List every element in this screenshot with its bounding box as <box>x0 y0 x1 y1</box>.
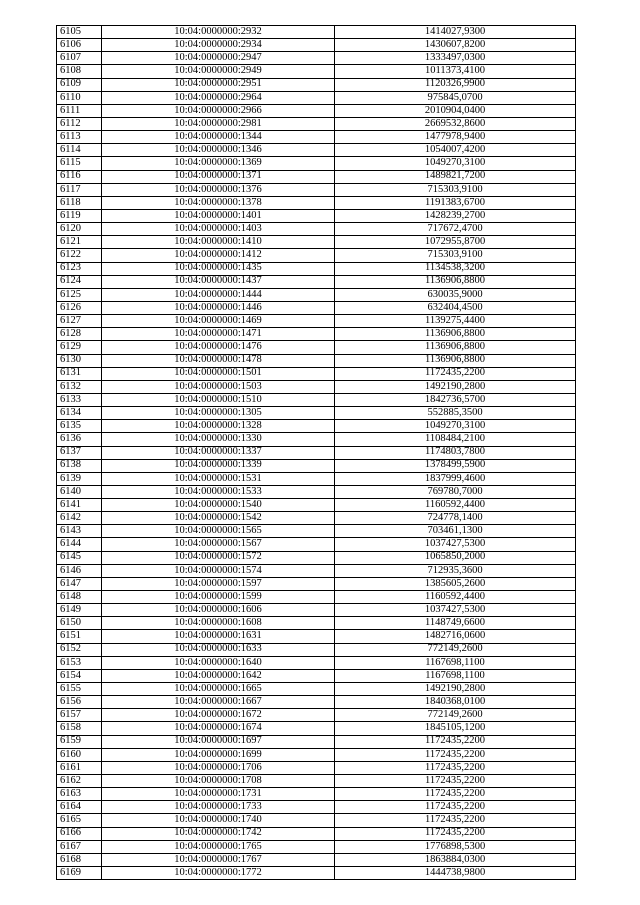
cadastral-value-cell: 1172435,2200 <box>335 735 576 748</box>
cadastral-number-cell: 10:04:0000000:1608 <box>102 617 335 630</box>
cadastral-number-cell: 10:04:0000000:1567 <box>102 538 335 551</box>
cadastral-number-cell: 10:04:0000000:1501 <box>102 367 335 380</box>
cadastral-number-cell: 10:04:0000000:1765 <box>102 840 335 853</box>
cadastral-value-cell: 1160592,4400 <box>335 591 576 604</box>
cadastral-number-cell: 10:04:0000000:1706 <box>102 761 335 774</box>
table-row <box>57 459 576 472</box>
cadastral-value-cell: 1049270,3100 <box>335 157 576 170</box>
cadastral-number-cell: 10:04:0000000:1444 <box>102 288 335 301</box>
row-number-cell: 6166 <box>57 827 102 840</box>
cadastral-number-cell: 10:04:0000000:1699 <box>102 748 335 761</box>
table-row <box>57 669 576 682</box>
row-number-cell: 6136 <box>57 433 102 446</box>
cadastral-number-cell: 10:04:0000000:1633 <box>102 643 335 656</box>
cadastral-number-cell: 10:04:0000000:1740 <box>102 814 335 827</box>
row-number-cell: 6164 <box>57 801 102 814</box>
table-row <box>57 262 576 275</box>
cadastral-number-cell: 10:04:0000000:1574 <box>102 564 335 577</box>
cadastral-number-cell: 10:04:0000000:1631 <box>102 630 335 643</box>
row-number-cell: 6121 <box>57 236 102 249</box>
cadastral-number-cell: 10:04:0000000:2964 <box>102 91 335 104</box>
table-row <box>57 604 576 617</box>
cadastral-number-cell: 10:04:0000000:1410 <box>102 236 335 249</box>
row-number-cell: 6126 <box>57 301 102 314</box>
table-row <box>57 485 576 498</box>
row-number-cell: 6112 <box>57 117 102 130</box>
cadastral-value-cell: 1160592,4400 <box>335 499 576 512</box>
cadastral-value-cell: 1037427,5300 <box>335 538 576 551</box>
cadastral-number-cell: 10:04:0000000:1305 <box>102 407 335 420</box>
cadastral-value-cell: 1837999,4600 <box>335 472 576 485</box>
table-row <box>57 144 576 157</box>
row-number-cell: 6141 <box>57 499 102 512</box>
cadastral-number-cell: 10:04:0000000:1503 <box>102 380 335 393</box>
table-row <box>57 827 576 840</box>
table-row <box>57 183 576 196</box>
cadastral-value-cell: 632404,4500 <box>335 301 576 314</box>
row-number-cell: 6111 <box>57 104 102 117</box>
cadastral-value-cell: 1428239,2700 <box>335 209 576 222</box>
cadastral-value-cell: 1167698,1100 <box>335 656 576 669</box>
row-number-cell: 6106 <box>57 39 102 52</box>
cadastral-value-cell: 712935,3600 <box>335 564 576 577</box>
cadastral-value-table <box>56 25 576 880</box>
row-number-cell: 6131 <box>57 367 102 380</box>
row-number-cell: 6143 <box>57 525 102 538</box>
table-row <box>57 236 576 249</box>
table-row <box>57 577 576 590</box>
cadastral-number-cell: 10:04:0000000:2966 <box>102 104 335 117</box>
cadastral-number-cell: 10:04:0000000:2947 <box>102 52 335 65</box>
cadastral-number-cell: 10:04:0000000:1435 <box>102 262 335 275</box>
row-number-cell: 6144 <box>57 538 102 551</box>
row-number-cell: 6122 <box>57 249 102 262</box>
table-row <box>57 446 576 459</box>
table-row <box>57 301 576 314</box>
table-row <box>57 209 576 222</box>
cadastral-value-cell: 715303,9100 <box>335 183 576 196</box>
cadastral-number-cell: 10:04:0000000:1376 <box>102 183 335 196</box>
cadastral-number-cell: 10:04:0000000:2949 <box>102 65 335 78</box>
row-number-cell: 6158 <box>57 722 102 735</box>
cadastral-value-cell: 1840368,0100 <box>335 696 576 709</box>
cadastral-value-cell: 1172435,2200 <box>335 367 576 380</box>
cadastral-number-cell: 10:04:0000000:1469 <box>102 315 335 328</box>
table-row <box>57 617 576 630</box>
cadastral-number-cell: 10:04:0000000:1708 <box>102 775 335 788</box>
table-row <box>57 722 576 735</box>
cadastral-value-cell: 1134538,3200 <box>335 262 576 275</box>
cadastral-value-cell: 1065850,2000 <box>335 551 576 564</box>
row-number-cell: 6157 <box>57 709 102 722</box>
row-number-cell: 6151 <box>57 630 102 643</box>
cadastral-value-cell: 717672,4700 <box>335 223 576 236</box>
cadastral-value-cell: 1482716,0600 <box>335 630 576 643</box>
cadastral-value-cell: 2010904,0400 <box>335 104 576 117</box>
cadastral-value-cell: 772149,2600 <box>335 643 576 656</box>
table-row <box>57 393 576 406</box>
cadastral-number-cell: 10:04:0000000:1672 <box>102 709 335 722</box>
cadastral-value-cell: 2669532,8600 <box>335 117 576 130</box>
row-number-cell: 6165 <box>57 814 102 827</box>
row-number-cell: 6127 <box>57 315 102 328</box>
row-number-cell: 6146 <box>57 564 102 577</box>
table-row <box>57 39 576 52</box>
cadastral-value-cell: 1776898,5300 <box>335 840 576 853</box>
row-number-cell: 6167 <box>57 840 102 853</box>
row-number-cell: 6105 <box>57 26 102 39</box>
table-row <box>57 315 576 328</box>
cadastral-number-cell: 10:04:0000000:1403 <box>102 223 335 236</box>
cadastral-value-cell: 1148749,6600 <box>335 617 576 630</box>
row-number-cell: 6113 <box>57 131 102 144</box>
cadastral-number-cell: 10:04:0000000:1542 <box>102 512 335 525</box>
cadastral-value-cell: 1167698,1100 <box>335 669 576 682</box>
cadastral-number-cell: 10:04:0000000:1346 <box>102 144 335 157</box>
cadastral-number-cell: 10:04:0000000:1572 <box>102 551 335 564</box>
cadastral-value-cell: 1136906,8800 <box>335 275 576 288</box>
table-row <box>57 853 576 866</box>
row-number-cell: 6130 <box>57 354 102 367</box>
table-row <box>57 735 576 748</box>
row-number-cell: 6152 <box>57 643 102 656</box>
table-row <box>57 275 576 288</box>
cadastral-number-cell: 10:04:0000000:1772 <box>102 867 335 880</box>
cadastral-number-cell: 10:04:0000000:1667 <box>102 696 335 709</box>
table-row <box>57 814 576 827</box>
table-row <box>57 564 576 577</box>
cadastral-number-cell: 10:04:0000000:1533 <box>102 485 335 498</box>
table-row <box>57 407 576 420</box>
row-number-cell: 6142 <box>57 512 102 525</box>
table-row <box>57 775 576 788</box>
table-row <box>57 630 576 643</box>
table-row <box>57 131 576 144</box>
table-row <box>57 867 576 880</box>
row-number-cell: 6120 <box>57 223 102 236</box>
row-number-cell: 6110 <box>57 91 102 104</box>
cadastral-number-cell: 10:04:0000000:1731 <box>102 788 335 801</box>
cadastral-number-cell: 10:04:0000000:1330 <box>102 433 335 446</box>
row-number-cell: 6125 <box>57 288 102 301</box>
cadastral-value-cell: 1172435,2200 <box>335 827 576 840</box>
table-row <box>57 288 576 301</box>
table-row <box>57 157 576 170</box>
row-number-cell: 6117 <box>57 183 102 196</box>
row-number-cell: 6150 <box>57 617 102 630</box>
cadastral-value-cell: 1191383,6700 <box>335 196 576 209</box>
row-number-cell: 6156 <box>57 696 102 709</box>
cadastral-number-cell: 10:04:0000000:1674 <box>102 722 335 735</box>
cadastral-number-cell: 10:04:0000000:1371 <box>102 170 335 183</box>
cadastral-number-cell: 10:04:0000000:2981 <box>102 117 335 130</box>
cadastral-value-cell: 1863884,0300 <box>335 853 576 866</box>
cadastral-number-cell: 10:04:0000000:1540 <box>102 499 335 512</box>
table-row <box>57 788 576 801</box>
row-number-cell: 6137 <box>57 446 102 459</box>
cadastral-value-cell: 1172435,2200 <box>335 748 576 761</box>
cadastral-number-cell: 10:04:0000000:1531 <box>102 472 335 485</box>
cadastral-number-cell: 10:04:0000000:1640 <box>102 656 335 669</box>
row-number-cell: 6139 <box>57 472 102 485</box>
cadastral-value-cell: 1385605,2600 <box>335 577 576 590</box>
cadastral-value-cell: 1136906,8800 <box>335 328 576 341</box>
cadastral-value-cell: 1444738,9800 <box>335 867 576 880</box>
cadastral-value-cell: 1492190,2800 <box>335 683 576 696</box>
table-row <box>57 328 576 341</box>
cadastral-value-cell: 1136906,8800 <box>335 354 576 367</box>
cadastral-value-cell: 1037427,5300 <box>335 604 576 617</box>
row-number-cell: 6155 <box>57 683 102 696</box>
cadastral-number-cell: 10:04:0000000:1471 <box>102 328 335 341</box>
table-row <box>57 551 576 564</box>
row-number-cell: 6154 <box>57 669 102 682</box>
cadastral-number-cell: 10:04:0000000:1369 <box>102 157 335 170</box>
cadastral-value-cell: 1378499,5900 <box>335 459 576 472</box>
row-number-cell: 6149 <box>57 604 102 617</box>
cadastral-number-cell: 10:04:0000000:1665 <box>102 683 335 696</box>
row-number-cell: 6168 <box>57 853 102 866</box>
table-row <box>57 196 576 209</box>
row-number-cell: 6115 <box>57 157 102 170</box>
row-number-cell: 6129 <box>57 341 102 354</box>
cadastral-number-cell: 10:04:0000000:1412 <box>102 249 335 262</box>
table-row <box>57 367 576 380</box>
cadastral-number-cell: 10:04:0000000:1767 <box>102 853 335 866</box>
cadastral-value-cell: 1108484,2100 <box>335 433 576 446</box>
cadastral-number-cell: 10:04:0000000:1478 <box>102 354 335 367</box>
cadastral-number-cell: 10:04:0000000:1476 <box>102 341 335 354</box>
row-number-cell: 6160 <box>57 748 102 761</box>
cadastral-value-cell: 1054007,4200 <box>335 144 576 157</box>
cadastral-number-cell: 10:04:0000000:1328 <box>102 420 335 433</box>
cadastral-number-cell: 10:04:0000000:1733 <box>102 801 335 814</box>
cadastral-number-cell: 10:04:0000000:1599 <box>102 591 335 604</box>
table-row <box>57 117 576 130</box>
table-row <box>57 472 576 485</box>
cadastral-value-cell: 1333497,0300 <box>335 52 576 65</box>
cadastral-value-cell: 1172435,2200 <box>335 775 576 788</box>
cadastral-number-cell: 10:04:0000000:1401 <box>102 209 335 222</box>
cadastral-number-cell: 10:04:0000000:1446 <box>102 301 335 314</box>
table-row <box>57 170 576 183</box>
table-row <box>57 683 576 696</box>
row-number-cell: 6162 <box>57 775 102 788</box>
row-number-cell: 6124 <box>57 275 102 288</box>
row-number-cell: 6134 <box>57 407 102 420</box>
row-number-cell: 6128 <box>57 328 102 341</box>
table-row <box>57 512 576 525</box>
cadastral-number-cell: 10:04:0000000:1337 <box>102 446 335 459</box>
row-number-cell: 6163 <box>57 788 102 801</box>
cadastral-value-cell: 1136906,8800 <box>335 341 576 354</box>
cadastral-value-cell: 1139275,4400 <box>335 315 576 328</box>
row-number-cell: 6138 <box>57 459 102 472</box>
cadastral-value-cell: 552885,3500 <box>335 407 576 420</box>
cadastral-value-cell: 1489821,7200 <box>335 170 576 183</box>
cadastral-value-cell: 1845105,1200 <box>335 722 576 735</box>
table-row <box>57 223 576 236</box>
row-number-cell: 6118 <box>57 196 102 209</box>
cadastral-value-cell: 715303,9100 <box>335 249 576 262</box>
table-row <box>57 840 576 853</box>
row-number-cell: 6133 <box>57 393 102 406</box>
table-row <box>57 499 576 512</box>
cadastral-number-cell: 10:04:0000000:2932 <box>102 26 335 39</box>
cadastral-value-cell: 1430607,8200 <box>335 39 576 52</box>
cadastral-number-cell: 10:04:0000000:1344 <box>102 131 335 144</box>
cadastral-number-cell: 10:04:0000000:1606 <box>102 604 335 617</box>
table-row <box>57 643 576 656</box>
table-row <box>57 761 576 774</box>
row-number-cell: 6145 <box>57 551 102 564</box>
row-number-cell: 6123 <box>57 262 102 275</box>
table-row <box>57 525 576 538</box>
table-row <box>57 801 576 814</box>
table-row <box>57 656 576 669</box>
cadastral-number-cell: 10:04:0000000:2934 <box>102 39 335 52</box>
cadastral-number-cell: 10:04:0000000:1642 <box>102 669 335 682</box>
cadastral-value-cell: 1011373,4100 <box>335 65 576 78</box>
table-row <box>57 380 576 393</box>
table-row <box>57 91 576 104</box>
row-number-cell: 6114 <box>57 144 102 157</box>
cadastral-value-cell: 703461,1300 <box>335 525 576 538</box>
cadastral-value-cell: 1477978,9400 <box>335 131 576 144</box>
row-number-cell: 6148 <box>57 591 102 604</box>
cadastral-number-cell: 10:04:0000000:2951 <box>102 78 335 91</box>
table-row <box>57 52 576 65</box>
cadastral-value-cell: 1120326,9900 <box>335 78 576 91</box>
table-row <box>57 26 576 39</box>
cadastral-value-cell: 1172435,2200 <box>335 801 576 814</box>
cadastral-value-cell: 1174803,7800 <box>335 446 576 459</box>
cadastral-number-cell: 10:04:0000000:1742 <box>102 827 335 840</box>
cadastral-number-cell: 10:04:0000000:1510 <box>102 393 335 406</box>
row-number-cell: 6161 <box>57 761 102 774</box>
cadastral-value-cell: 1049270,3100 <box>335 420 576 433</box>
row-number-cell: 6109 <box>57 78 102 91</box>
cadastral-number-cell: 10:04:0000000:1378 <box>102 196 335 209</box>
table-row <box>57 420 576 433</box>
cadastral-value-cell: 1842736,5700 <box>335 393 576 406</box>
cadastral-value-cell: 1414027,9300 <box>335 26 576 39</box>
cadastral-number-cell: 10:04:0000000:1697 <box>102 735 335 748</box>
cadastral-value-cell: 1172435,2200 <box>335 761 576 774</box>
table-row <box>57 341 576 354</box>
row-number-cell: 6159 <box>57 735 102 748</box>
table-body <box>57 26 576 880</box>
table-row <box>57 696 576 709</box>
cadastral-number-cell: 10:04:0000000:1437 <box>102 275 335 288</box>
table-row <box>57 65 576 78</box>
row-number-cell: 6169 <box>57 867 102 880</box>
table-row <box>57 709 576 722</box>
table-row <box>57 249 576 262</box>
row-number-cell: 6107 <box>57 52 102 65</box>
row-number-cell: 6147 <box>57 577 102 590</box>
cadastral-value-cell: 630035,9000 <box>335 288 576 301</box>
table-row <box>57 354 576 367</box>
row-number-cell: 6108 <box>57 65 102 78</box>
row-number-cell: 6132 <box>57 380 102 393</box>
cadastral-number-cell: 10:04:0000000:1597 <box>102 577 335 590</box>
cadastral-value-cell: 1072955,8700 <box>335 236 576 249</box>
cadastral-number-cell: 10:04:0000000:1339 <box>102 459 335 472</box>
table-row <box>57 591 576 604</box>
cadastral-value-cell: 769780,7000 <box>335 485 576 498</box>
row-number-cell: 6135 <box>57 420 102 433</box>
cadastral-value-cell: 975845,0700 <box>335 91 576 104</box>
table-row <box>57 748 576 761</box>
row-number-cell: 6140 <box>57 485 102 498</box>
cadastral-value-cell: 772149,2600 <box>335 709 576 722</box>
cadastral-number-cell: 10:04:0000000:1565 <box>102 525 335 538</box>
table-row <box>57 104 576 117</box>
row-number-cell: 6116 <box>57 170 102 183</box>
row-number-cell: 6119 <box>57 209 102 222</box>
table-row <box>57 433 576 446</box>
row-number-cell: 6153 <box>57 656 102 669</box>
table-row <box>57 78 576 91</box>
cadastral-value-cell: 1492190,2800 <box>335 380 576 393</box>
cadastral-value-cell: 1172435,2200 <box>335 788 576 801</box>
cadastral-value-cell: 1172435,2200 <box>335 814 576 827</box>
table-row <box>57 538 576 551</box>
cadastral-value-cell: 724778,1400 <box>335 512 576 525</box>
